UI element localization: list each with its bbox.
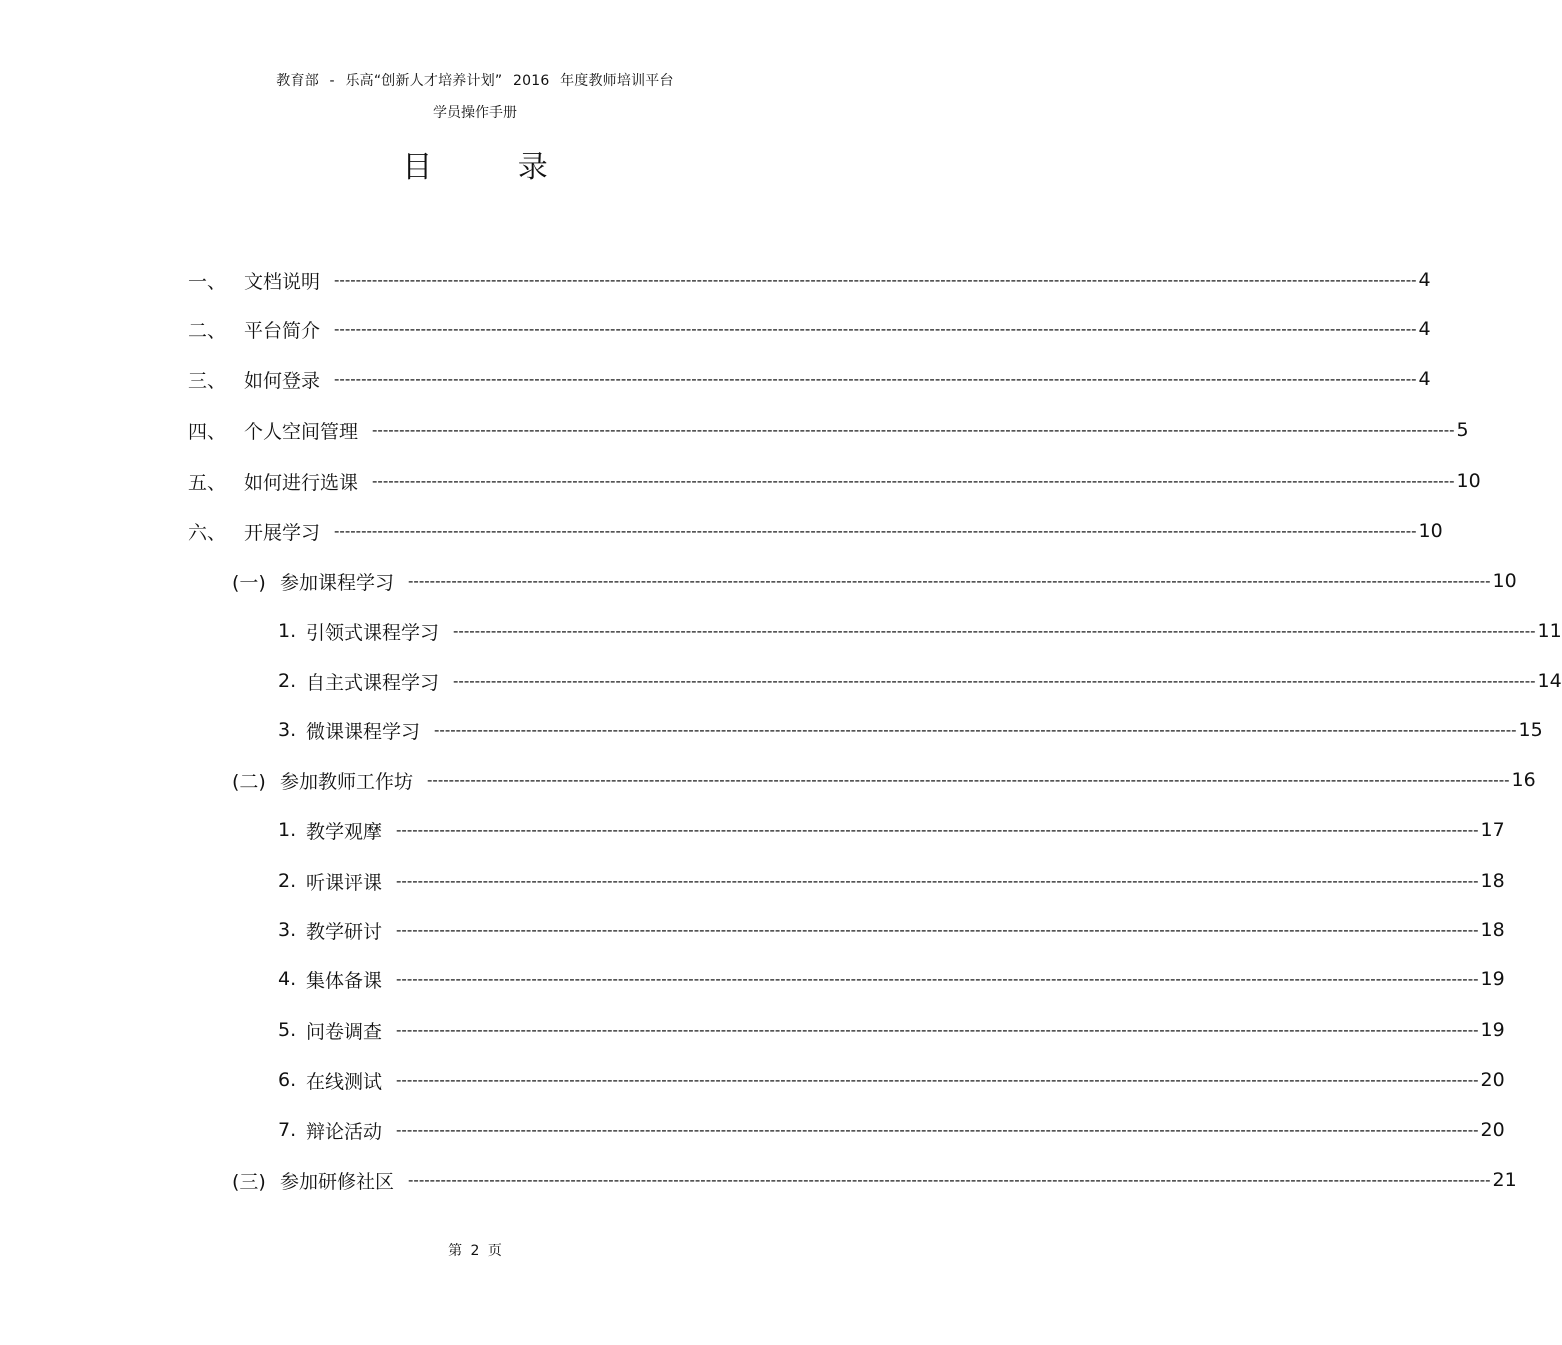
dot-leader: -------------------------------------------------------------------------------------------------------------------------------------------------------------------------------------------------------- <box>396 970 1479 988</box>
toc-entry-page: 16 <box>1511 769 1536 791</box>
toc-entry-number: (一) <box>232 571 266 594</box>
toc-entry-number: 7. <box>278 1119 297 1141</box>
toc-entry-number: 二、 <box>188 319 227 342</box>
dot-leader: -------------------------------------------------------------------------------------------------------------------------------------------------------------------------------------------------------- <box>408 572 1491 590</box>
toc-entry[interactable] <box>278 1065 1505 1095</box>
dot-leader: -------------------------------------------------------------------------------------------------------------------------------------------------------------------------------------------------------- <box>434 721 1517 739</box>
dot-leader: -------------------------------------------------------------------------------------------------------------------------------------------------------------------------------------------------------- <box>453 622 1536 640</box>
toc-entry-label: 听课评课 <box>306 871 383 894</box>
toc-entry-page: 4 <box>1418 368 1431 390</box>
toc-entry-number: 3. <box>278 919 297 941</box>
toc-entry-number: 五、 <box>188 471 227 494</box>
toc-entry-label: 问卷调查 <box>306 1020 383 1043</box>
toc-entry-number: 5. <box>278 1019 297 1041</box>
document-header: 教育部 - 乐高“创新人才培养计划” 2016 年度教师培训平台 <box>276 73 674 89</box>
toc-entry-number: 4. <box>278 968 297 990</box>
toc-entry-number: 2. <box>278 670 297 692</box>
dot-leader: -------------------------------------------------------------------------------------------------------------------------------------------------------------------------------------------------------- <box>372 421 1455 439</box>
toc-entry-number: 一、 <box>188 270 227 293</box>
toc-entry-label: 集体备课 <box>306 969 383 992</box>
toc-entry[interactable] <box>278 964 1505 994</box>
toc-entry[interactable] <box>278 1015 1505 1045</box>
toc-entry[interactable] <box>188 516 1443 546</box>
toc-entry-number: 1. <box>278 620 297 642</box>
toc-entry-number: 2. <box>278 870 297 892</box>
toc-entry-number: 三、 <box>188 369 227 392</box>
toc-entry-number: (二) <box>232 770 266 793</box>
toc-entry-page: 10 <box>1418 520 1443 542</box>
toc-entry-number: 1. <box>278 819 297 841</box>
toc-entry-label: 个人空间管理 <box>244 420 359 443</box>
toc-entry-number: (三) <box>232 1170 266 1193</box>
toc-entry[interactable] <box>278 715 1543 745</box>
page-number: 第 2 页 <box>448 1243 502 1259</box>
toc-entry[interactable] <box>188 364 1431 394</box>
toc-entry-label: 如何进行选课 <box>244 471 359 494</box>
toc-entry[interactable] <box>278 866 1505 896</box>
toc-entry[interactable] <box>278 1115 1505 1145</box>
toc-entry-page: 17 <box>1480 819 1505 841</box>
toc-entry-page: 11 <box>1537 620 1562 642</box>
toc-entry-label: 参加课程学习 <box>280 571 395 594</box>
toc-entry[interactable] <box>188 314 1431 344</box>
dot-leader: -------------------------------------------------------------------------------------------------------------------------------------------------------------------------------------------------------- <box>396 921 1479 939</box>
dot-leader: -------------------------------------------------------------------------------------------------------------------------------------------------------------------------------------------------------- <box>334 320 1417 338</box>
toc-entry-label: 参加研修社区 <box>280 1170 395 1193</box>
toc-entry[interactable] <box>278 616 1562 646</box>
toc-entry-page: 14 <box>1537 670 1562 692</box>
dot-leader: -------------------------------------------------------------------------------------------------------------------------------------------------------------------------------------------------------- <box>408 1171 1491 1189</box>
toc-entry-label: 教学观摩 <box>306 820 383 843</box>
toc-entry-page: 15 <box>1518 719 1543 741</box>
toc-entry-label: 参加教师工作坊 <box>280 770 414 793</box>
dot-leader: -------------------------------------------------------------------------------------------------------------------------------------------------------------------------------------------------------- <box>396 1021 1479 1039</box>
toc-entry-page: 18 <box>1480 919 1505 941</box>
dot-leader: -------------------------------------------------------------------------------------------------------------------------------------------------------------------------------------------------------- <box>396 821 1479 839</box>
toc-entry[interactable] <box>232 1165 1517 1195</box>
toc-title: 目 录 <box>402 150 586 185</box>
toc-entry[interactable] <box>278 915 1505 945</box>
toc-entry-page: 4 <box>1418 318 1431 340</box>
toc-entry-page: 10 <box>1492 570 1517 592</box>
dot-leader: -------------------------------------------------------------------------------------------------------------------------------------------------------------------------------------------------------- <box>334 271 1417 289</box>
toc-entry-label: 开展学习 <box>244 521 321 544</box>
toc-entry[interactable] <box>232 566 1517 596</box>
toc-entry-label: 引领式课程学习 <box>306 621 440 644</box>
toc-entry-number: 3. <box>278 719 297 741</box>
toc-entry[interactable] <box>232 765 1536 795</box>
toc-entry-page: 5 <box>1456 419 1469 441</box>
dot-leader: -------------------------------------------------------------------------------------------------------------------------------------------------------------------------------------------------------- <box>372 472 1455 490</box>
toc-entry-page: 19 <box>1480 968 1505 990</box>
dot-leader: -------------------------------------------------------------------------------------------------------------------------------------------------------------------------------------------------------- <box>334 522 1417 540</box>
toc-entry[interactable] <box>188 466 1481 496</box>
dot-leader: -------------------------------------------------------------------------------------------------------------------------------------------------------------------------------------------------------- <box>334 370 1417 388</box>
toc-entry-label: 教学研讨 <box>306 920 383 943</box>
toc-entry-page: 10 <box>1456 470 1481 492</box>
toc-entry-number: 六、 <box>188 521 227 544</box>
toc-entry-page: 18 <box>1480 870 1505 892</box>
toc-entry-label: 自主式课程学习 <box>306 671 440 694</box>
toc-entry[interactable] <box>188 265 1431 295</box>
dot-leader: -------------------------------------------------------------------------------------------------------------------------------------------------------------------------------------------------------- <box>396 1121 1479 1139</box>
toc-entry-label: 在线测试 <box>306 1070 383 1093</box>
toc-entry-page: 19 <box>1480 1019 1505 1041</box>
dot-leader: -------------------------------------------------------------------------------------------------------------------------------------------------------------------------------------------------------- <box>396 1071 1479 1089</box>
toc-entry-page: 21 <box>1492 1169 1517 1191</box>
toc-entry-page: 4 <box>1418 269 1431 291</box>
toc-entry-label: 文档说明 <box>244 270 321 293</box>
dot-leader: -------------------------------------------------------------------------------------------------------------------------------------------------------------------------------------------------------- <box>396 872 1479 890</box>
toc-entry[interactable] <box>278 666 1562 696</box>
toc-entry-label: 平台简介 <box>244 319 321 342</box>
toc-entry[interactable] <box>278 815 1505 845</box>
toc-entry-label: 微课课程学习 <box>306 720 421 743</box>
toc-entry-number: 四、 <box>188 420 227 443</box>
toc-entry-label: 辩论活动 <box>306 1120 383 1143</box>
dot-leader: -------------------------------------------------------------------------------------------------------------------------------------------------------------------------------------------------------- <box>427 771 1510 789</box>
toc-entry-page: 20 <box>1480 1069 1505 1091</box>
toc-entry-number: 6. <box>278 1069 297 1091</box>
dot-leader: -------------------------------------------------------------------------------------------------------------------------------------------------------------------------------------------------------- <box>453 672 1536 690</box>
toc-entry[interactable] <box>188 415 1469 445</box>
toc-entry-label: 如何登录 <box>244 369 321 392</box>
toc-entry-page: 20 <box>1480 1119 1505 1141</box>
document-subtitle: 学员操作手册 <box>433 105 517 121</box>
